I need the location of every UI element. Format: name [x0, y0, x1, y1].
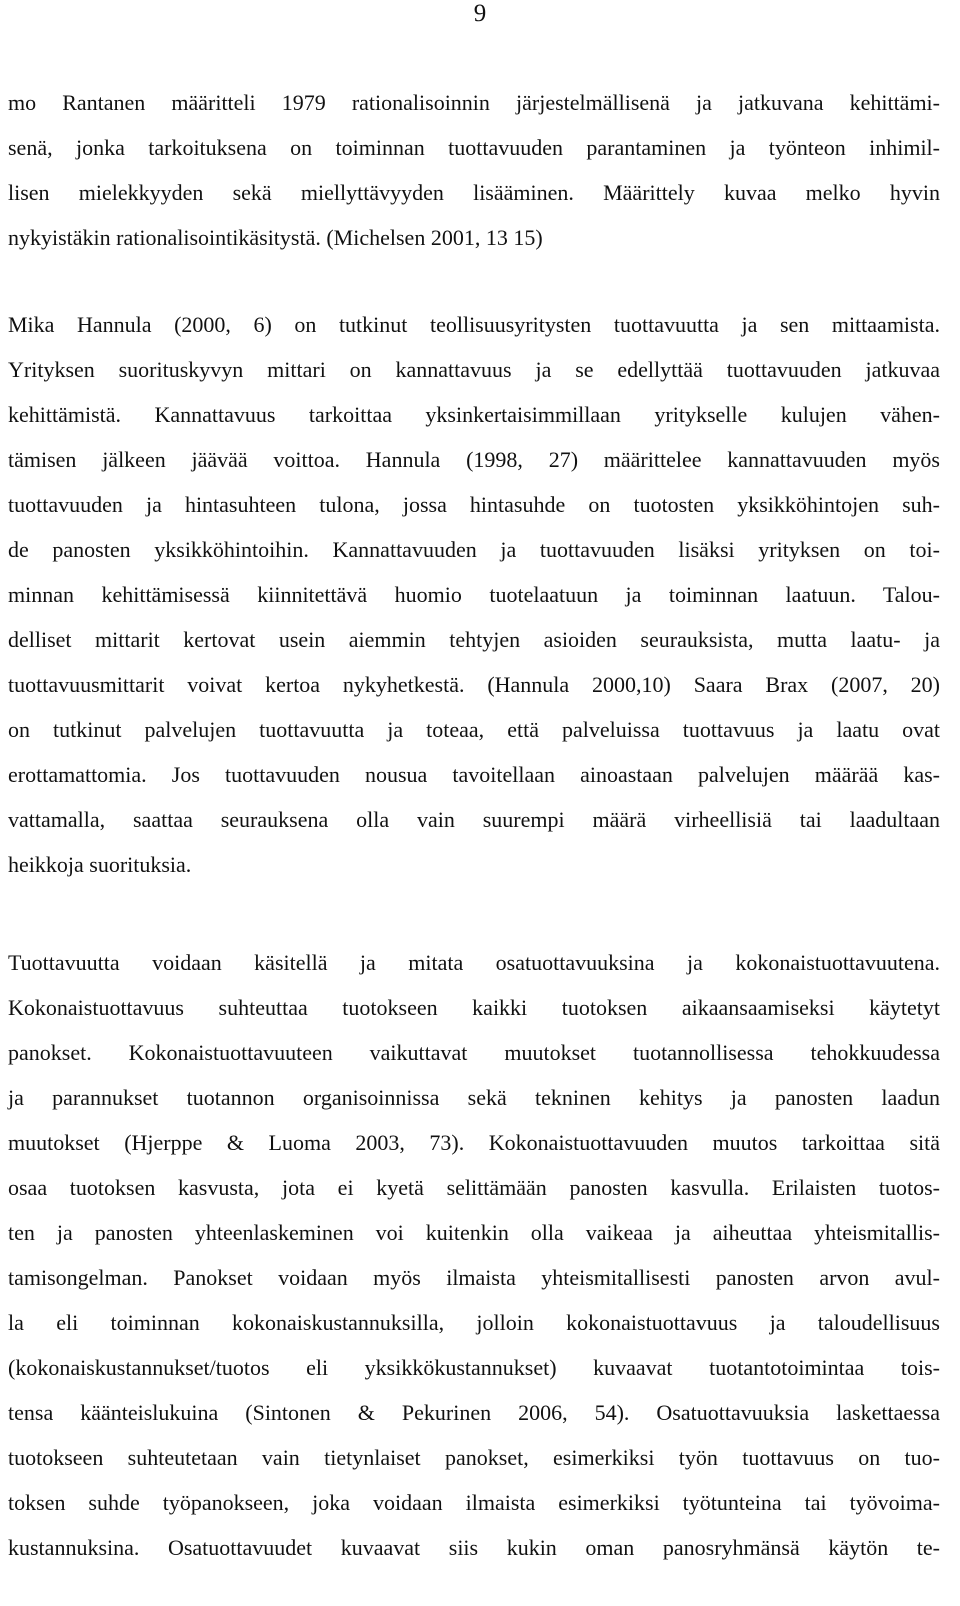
text-line: senä, jonka tarkoituksena on toiminnan tuottavuuden parantaminen ja työnteon inhimil-: [8, 135, 940, 160]
text-line: ja parannukset tuotannon organisoinnissa sekä tekninen kehitys ja panosten laadun: [8, 1085, 940, 1110]
text-line: (kokonaiskustannukset/tuotos eli yksikkökustannukset) kuvaavat tuotantotoimintaa tois-: [8, 1355, 940, 1380]
text-line: nykyistäkin rationalisointikäsitystä. (Michelsen 2001, 13 15): [8, 225, 543, 250]
text-line: osaa tuotoksen kasvusta, jota ei kyetä selittämään panosten kasvulla. Erilaisten tuotos-: [8, 1175, 940, 1200]
text-line: minnan kehittämisessä kiinnitettävä huomio tuotelaatuun ja toiminnan laatuun. Talou-: [8, 582, 940, 607]
paragraph-2: [8, 302, 940, 887]
text-line: la eli toiminnan kokonaiskustannuksilla, jolloin kokonaistuottavuus ja taloudellisuus: [8, 1310, 940, 1335]
text-line: ten ja panosten yhteenlaskeminen voi kuitenkin olla vaikeaa ja aiheuttaa yhteismitallis-: [8, 1220, 940, 1245]
text-line: tuotokseen suhteutetaan vain tietynlaiset panokset, esimerkiksi työn tuottavuus on tuo-: [8, 1445, 940, 1470]
text-line: kustannuksina. Osatuottavuudet kuvaavat siis kukin oman panosryhmänsä käytön te-: [8, 1535, 940, 1560]
text-line: lisen mielekkyyden sekä miellyttävyyden lisääminen. Määrittely kuvaa melko hyvin: [8, 180, 940, 205]
text-line: tämisen jälkeen jäävää voittoa. Hannula (1998, 27) määrittelee kannattavuuden myös: [8, 447, 940, 472]
text-line: tamisongelman. Panokset voidaan myös ilmaista yhteismitallisesti panosten arvon avul-: [8, 1265, 940, 1290]
text-line: kehittämistä. Kannattavuus tarkoittaa yksinkertaisimmillaan yritykselle kulujen vähen-: [8, 402, 940, 427]
text-line: mo Rantanen määritteli 1979 rationalisoinnin järjestelmällisenä ja jatkuvana kehittämi-: [8, 90, 940, 115]
text-line: Mika Hannula (2000, 6) on tutkinut teollisuusyritysten tuottavuutta ja sen mittaamista.: [8, 312, 940, 337]
text-line: erottamattomia. Jos tuottavuuden nousua tavoitellaan ainoastaan palvelujen määrää kas-: [8, 762, 940, 787]
text-line: Tuottavuutta voidaan käsitellä ja mitata osatuottavuuksina ja kokonaistuottavuutena.: [8, 950, 940, 975]
paragraph-1: [8, 80, 940, 260]
text-line: panokset. Kokonaistuottavuuteen vaikuttavat muutokset tuotannollisessa tehokkuudessa: [8, 1040, 940, 1065]
text-line: on tutkinut palvelujen tuottavuutta ja toteaa, että palveluissa tuottavuus ja laatu ovat: [8, 717, 940, 742]
text-line: delliset mittarit kertovat usein aiemmin tehtyjen asioiden seurauksista, mutta laatu- ja: [8, 627, 940, 652]
text-line: vattamalla, saattaa seurauksena olla vain suurempi määrä virheellisiä tai laadultaan: [8, 807, 940, 832]
text-line: de panosten yksikköhintoihin. Kannattavuuden ja tuottavuuden lisäksi yrityksen on toi-: [8, 537, 940, 562]
paragraph-3: [8, 940, 940, 1570]
text-line: tensa käänteislukuina (Sintonen & Pekurinen 2006, 54). Osatuottavuuksia laskettaessa: [8, 1400, 940, 1425]
text-line: Yrityksen suorituskyvyn mittari on kannattavuus ja se edellyttää tuottavuuden jatkuvaa: [8, 357, 940, 382]
text-line: Kokonaistuottavuus suhteuttaa tuotokseen kaikki tuotoksen aikaansaamiseksi käytetyt: [8, 995, 940, 1020]
page-number: 9: [473, 0, 487, 27]
text-line: tuottavuuden ja hintasuhteen tulona, jossa hintasuhde on tuotosten yksikköhintojen suh-: [8, 492, 940, 517]
text-line: toksen suhde työpanokseen, joka voidaan ilmaista esimerkiksi työtunteina tai työvoima-: [8, 1490, 940, 1515]
text-line: muutokset (Hjerppe & Luoma 2003, 73). Kokonaistuottavuuden muutos tarkoittaa sitä: [8, 1130, 940, 1155]
text-line: heikkoja suorituksia.: [8, 852, 192, 877]
text-line: tuottavuusmittarit voivat kertoa nykyhetkestä. (Hannula 2000,10) Saara Brax (2007, 20): [8, 672, 940, 697]
